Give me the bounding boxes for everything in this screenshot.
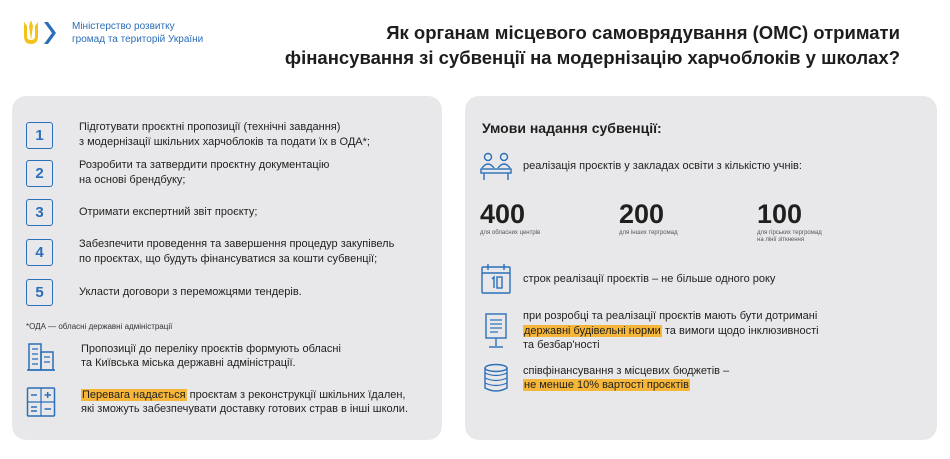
ministry-name-line1: Міністерство розвитку [72,21,175,32]
condition-norms-rest: та вимоги щодо інклюзивності [661,324,819,337]
stat-caption: для обласних центрів [480,230,541,236]
page-title [260,20,900,70]
step-number: 3 [26,199,53,226]
info-proposals [26,340,341,372]
step-number: 2 [26,160,53,187]
info-priority-rest: проєктам з реконструкції шкільних їдален, [186,388,406,401]
page-title-line2: фінансування зі субвенції на модернізацію харчоблоків у школах? [284,47,900,68]
ministry-name [72,20,203,46]
highlight-priority: Перевага надається [82,388,186,401]
highlight-norms: державні будівельні норми [524,324,661,337]
buildings-icon [26,340,56,372]
stat-value: 200 [619,199,665,229]
info-priority-line1 [81,388,408,403]
stat-other-communities [619,200,678,237]
step-text: Підготувати проєктні пропозиції (технічні завдання) з модернізації шкільних харчоблоків та подати їх в ОДА*; [79,121,370,148]
info-priority [26,386,408,418]
step-3 [26,199,257,226]
stat-value: 400 [480,199,526,229]
stat-value: 100 [757,199,803,229]
condition-cofinancing-line1: співфінансування з місцевих бюджетів – [523,364,730,377]
step-text: Отримати експертний звіт проєкту; [79,206,258,218]
trident-icon [20,18,64,48]
ministry-logo [20,18,203,48]
condition-norms-line2 [523,324,819,339]
condition-cofinancing [479,362,729,394]
conditions-title: Умови надання субвенції: [482,120,662,136]
page-title-line1: Як органам місцевого самоврядування (ОМС) отримати [386,22,900,43]
step-number: 4 [26,239,53,266]
footnote: *ОДА — обласні державні адміністрації [26,322,173,331]
condition-term [479,263,775,295]
step-text: Розробити та затвердити проєктну документацію на основі брендбуку; [79,159,330,186]
condition-students-text: реалізація проєктів у закладах освіти з кількістю учнів: [523,159,802,172]
condition-norms-line1: при розробці та реалізації проєктів мають бути дотримані [523,310,818,322]
condition-norms [479,309,819,353]
step-number: 1 [26,122,53,149]
conditions-panel [465,96,937,440]
stat-caption: для гірських тергромад на лінії зіткнення [757,230,822,243]
info-proposals-line1: Пропозиції до переліку проєктів формують обласні [81,342,341,355]
info-priority-text [81,388,408,417]
step-4 [26,237,394,267]
condition-norms-text [523,309,819,353]
ministry-name-line2: громад та територій України [72,34,204,45]
step-text: Укласти договори з переможцями тендерів. [79,286,302,298]
standards-icon [479,312,513,350]
step-number: 5 [26,279,53,306]
steps-panel [12,96,442,440]
step-text: Забезпечити проведення та завершення процедур закупівель по проєктах, що будуть фінансуватися за кошти субвенції; [79,238,395,265]
condition-term-text: строк реалізації проєктів – не більше одного року [523,272,776,285]
coins-icon [479,362,513,394]
step-1 [26,120,370,150]
calendar-icon [479,263,513,295]
students-icon [479,150,513,182]
step-5 [26,279,302,306]
stat-regional-centers [480,200,540,237]
calculator-icon [26,386,56,418]
condition-norms-line3: та безбар'ності [523,339,600,351]
step-2 [26,158,329,188]
highlight-cofinancing: не менше 10% вартості проєктів [524,379,689,391]
info-priority-line2: які зможуть забезпечувати доставку готових страв в інші школи. [81,403,409,415]
stat-caption: для інших тергромад [619,230,678,236]
info-proposals-line2: та Київська міська державні адміністрації. [81,357,296,369]
condition-cofinancing-text [523,364,729,393]
stat-mountain-frontline [757,200,822,244]
info-proposals-text [81,342,341,371]
condition-students [479,150,802,182]
